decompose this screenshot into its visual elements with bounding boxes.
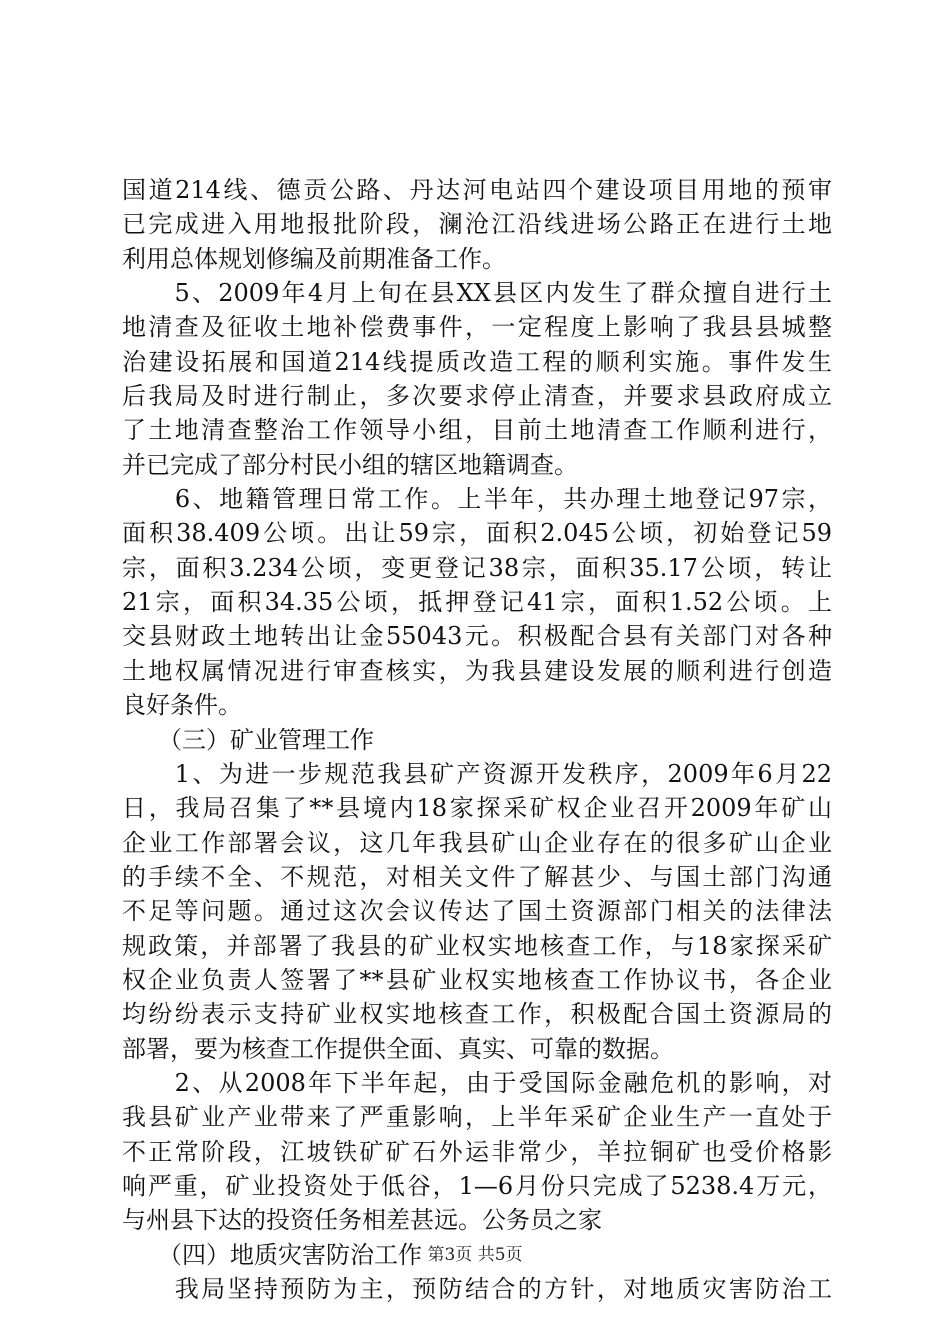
text-line: 不正常阶段，江坡铁矿矿石外运非常少，羊拉铜矿也受价格影 <box>122 1137 832 1166</box>
text-line: 我局坚持预防为主，预防结合的方针，对地质灾害防治工 <box>122 1275 832 1303</box>
text-line: 与州县下达的投资任务相差甚远。公务员之家 <box>122 1206 602 1235</box>
text-line: 权企业负责人签署了**县矿业权实地核查工作协议书，各企业 <box>122 965 832 994</box>
page-footer: 第3页 共5页 <box>427 1245 523 1265</box>
text-line: 21宗，面积34.35公顷，抵押登记41宗，面积1.52公顷。上 <box>122 588 832 617</box>
text-line: 并已完成了部分村民小组的辖区地籍调查。 <box>122 450 578 479</box>
text-line: 企业工作部署会议，这几年我县矿山企业存在的很多矿山企业 <box>122 828 832 857</box>
text-line: 响严重，矿业投资处于低谷，1—6月份只完成了5238.4万元， <box>122 1171 832 1200</box>
text-line: 不足等问题。通过这次会议传达了国土资源部门相关的法律法 <box>122 897 832 926</box>
text-line: 的手续不全、不规范，对相关文件了解甚少、与国土部门沟通 <box>122 862 832 891</box>
text-line: 宗，面积3.234公顷，变更登记38宗，面积35.17公顷，转让 <box>122 553 832 582</box>
text-line: 治建设拓展和国道214线提质改造工程的顺利实施。事件发生 <box>122 347 832 376</box>
text-line: 地清查及征收土地补偿费事件，一定程度上影响了我县县城整 <box>122 313 832 342</box>
text-line: 良好条件。 <box>122 691 242 720</box>
text-line: 面积38.409公顷。出让59宗，面积2.045公顷，初始登记59 <box>122 519 832 548</box>
text-line: 均纷纷表示支持矿业权实地核查工作，积极配合国土资源局的 <box>122 1000 832 1029</box>
document-body <box>122 173 832 1306</box>
text-line: 利用总体规划修编及前期准备工作。 <box>122 244 506 273</box>
text-line: 5、2009年4月上旬在县XX县区内发生了群众擅自进行土 <box>122 279 832 308</box>
text-line: （四）地质灾害防治工作 <box>122 1240 422 1269</box>
text-line: 规政策，并部署了我县的矿业权实地核查工作，与18家探采矿 <box>122 931 832 960</box>
text-line: 2、从2008年下半年起，由于受国际金融危机的影响，对 <box>122 1068 832 1097</box>
text-line: （三）矿业管理工作 <box>122 725 374 754</box>
text-line: 部署，要为核查工作提供全面、真实、可靠的数据。 <box>122 1034 674 1063</box>
text-line: 后我局及时进行制止，多次要求停止清查，并要求县政府成立 <box>122 382 832 411</box>
text-line: 国道214线、德贡公路、丹达河电站四个建设项目用地的预审 <box>122 176 832 204</box>
text-line: 已完成进入用地报批阶段，澜沧江沿线进场公路正在进行土地 <box>122 210 832 239</box>
text-line: 我县矿业产业带来了严重影响，上半年采矿企业生产一直处于 <box>122 1103 832 1132</box>
text-line: 6、地籍管理日常工作。上半年，共办理土地登记97宗， <box>122 485 832 514</box>
text-line: 日，我局召集了**县境内18家探采矿权企业召开2009年矿山 <box>122 794 832 823</box>
text-line: 了土地清查整治工作领导小组，目前土地清查工作顺利进行， <box>122 416 832 445</box>
text-line: 土地权属情况进行审查核实，为我县建设发展的顺利进行创造 <box>122 656 832 685</box>
text-line: 1、为进一步规范我县矿产资源开发秩序，2009年6月22 <box>122 759 832 788</box>
text-line: 交县财政土地转出让金55043元。积极配合县有关部门对各种 <box>122 622 832 651</box>
